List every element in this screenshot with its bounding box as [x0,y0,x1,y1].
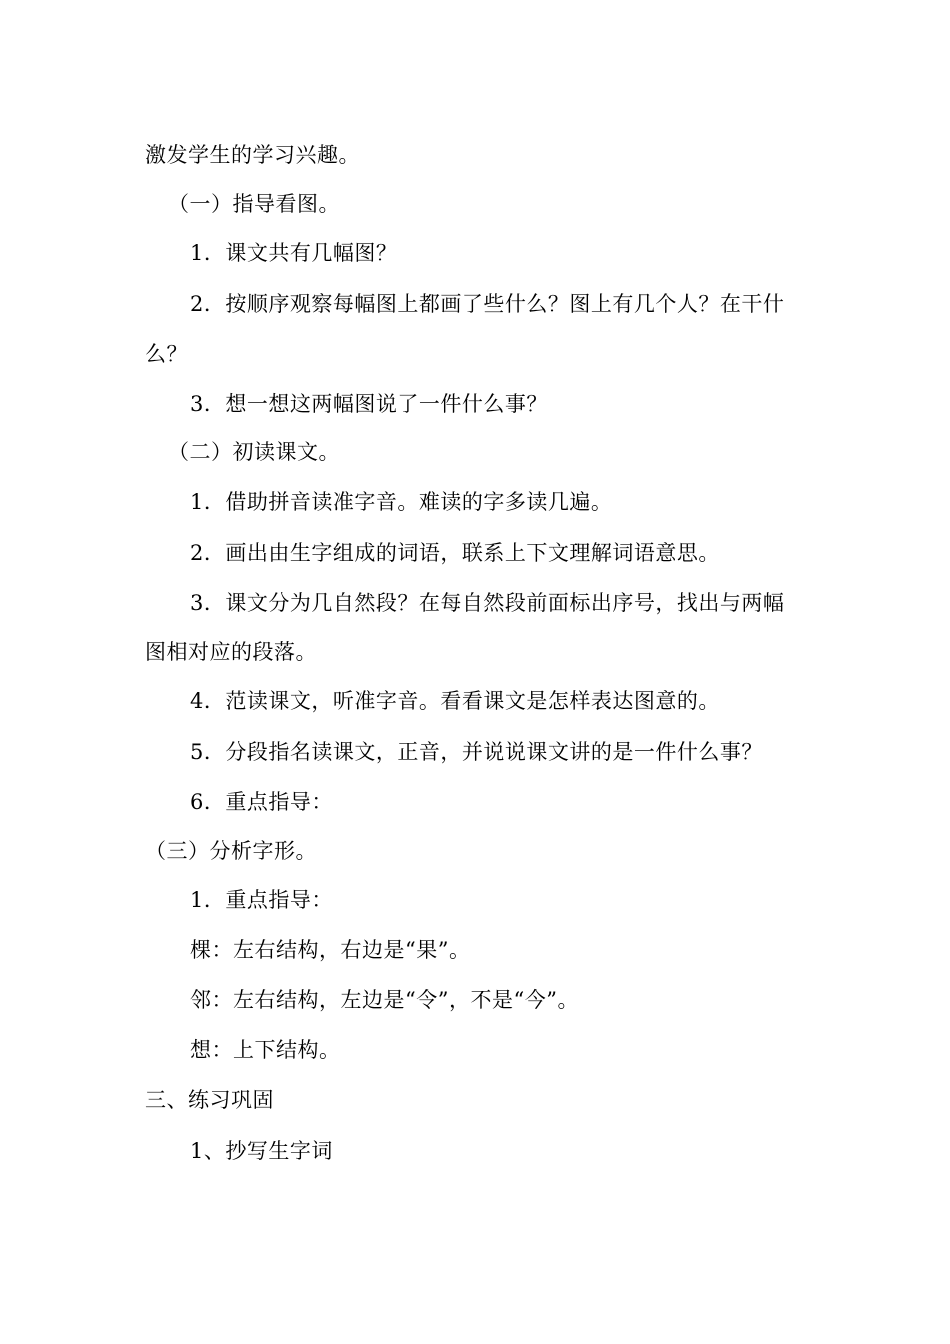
list-item: 1．借助拼音读准字音。难读的字多读几遍。 [190,490,613,514]
list-item: 1、抄写生字词 [190,1139,333,1163]
section-heading: （三）分析字形。 [145,839,317,863]
character-note: 邻：左右结构，左边是“令”，不是“今”。 [190,988,579,1012]
list-item: 3．想一想这两幅图说了一件什么事？ [190,392,548,416]
list-item-continuation: 么？ [145,342,188,366]
list-item: 2．画出由生字组成的词语，联系上下文理解词语意思。 [190,541,720,565]
list-item: 1．课文共有几幅图？ [190,241,398,265]
character-note: 想：上下结构。 [190,1038,341,1062]
list-item: 1．重点指导： [190,888,333,912]
character-note: 棵：左右结构，右边是“果”。 [190,938,471,962]
list-item-continuation: 图相对应的段落。 [145,640,317,664]
list-item: 5．分段指名读课文，正音，并说说课文讲的是一件什么事？ [190,740,763,764]
section-heading: 三、练习巩固 [145,1088,274,1112]
list-item: 3．课文分为几自然段？在每自然段前面标出序号，找出与两幅 [190,591,785,615]
list-item: 6．重点指导： [190,790,333,814]
section-heading: （一）指导看图。 [168,192,340,216]
section-heading: （二）初读课文。 [168,440,340,464]
paragraph-line: 激发学生的学习兴趣。 [145,143,360,167]
list-item: 4．范读课文，听准字音。看看课文是怎样表达图意的。 [190,689,720,713]
list-item: 2．按顺序观察每幅图上都画了些什么？图上有几个人？在干什 [190,292,785,316]
